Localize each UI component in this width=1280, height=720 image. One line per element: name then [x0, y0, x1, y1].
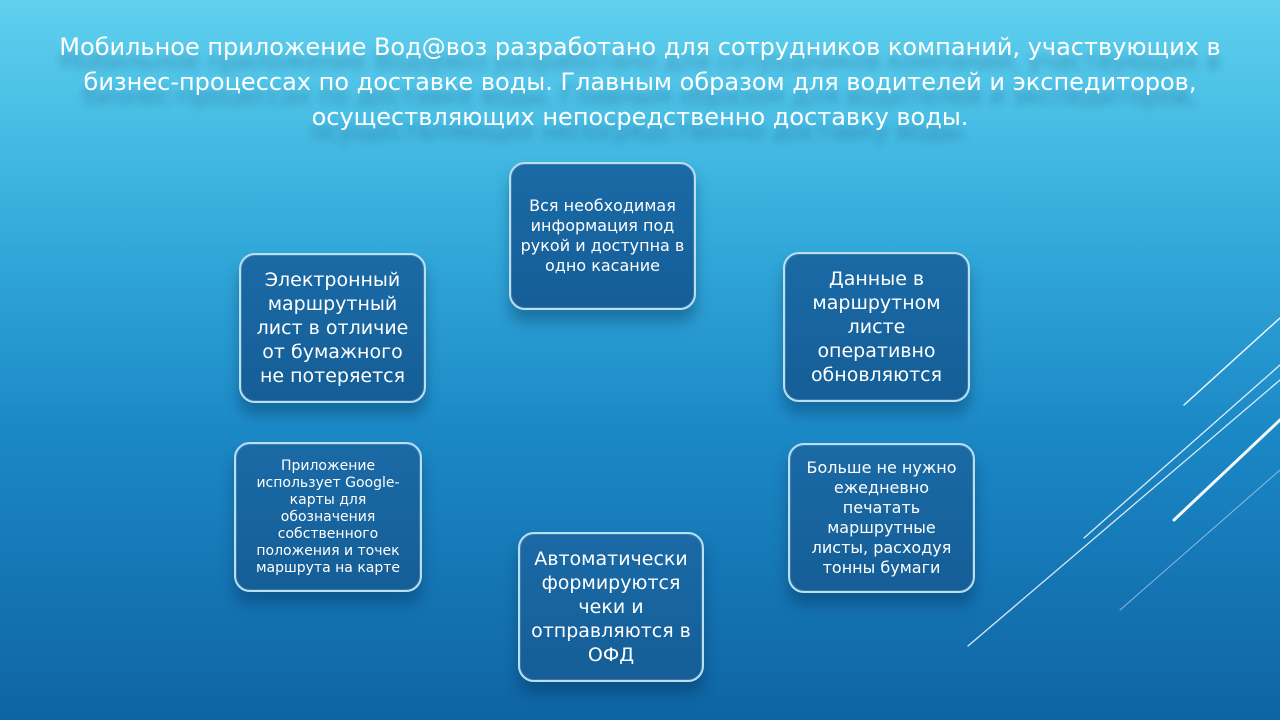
card-top	[509, 162, 696, 310]
card-top-text: Вся необходимая информация под рукой и доступна в одно касание	[520, 196, 685, 275]
card-bottom	[518, 532, 704, 682]
card-right-lower-text: Больше не нужно ежедневно печатать маршрутные листы, расходуя тонны бумаги	[806, 458, 957, 577]
card-left-upper	[239, 253, 426, 403]
card-left-lower-text: Приложение использует Google-карты для обозначения собственного положения и точек маршрута на карте	[255, 457, 401, 576]
card-right-lower	[788, 443, 975, 593]
card-right-upper	[783, 252, 970, 402]
card-right-upper-text: Данные в маршрутном листе оперативно обновляются	[810, 268, 943, 386]
card-bottom-text: Автоматически формируются чеки и отправляются в ОФД	[531, 548, 691, 666]
card-left-lower	[234, 442, 422, 592]
card-left-upper-text: Электронный маршрутный лист в отличие от бумажного не потеряется	[256, 269, 409, 387]
intro-text: Мобильное приложение Вод@воз разработано для сотрудников компаний, участвующих в бизнес-процессах по доставке воды. Главным образом для водителей и экспедиторов, осуществляющих непосредственно доставку воды.	[59, 33, 1221, 131]
